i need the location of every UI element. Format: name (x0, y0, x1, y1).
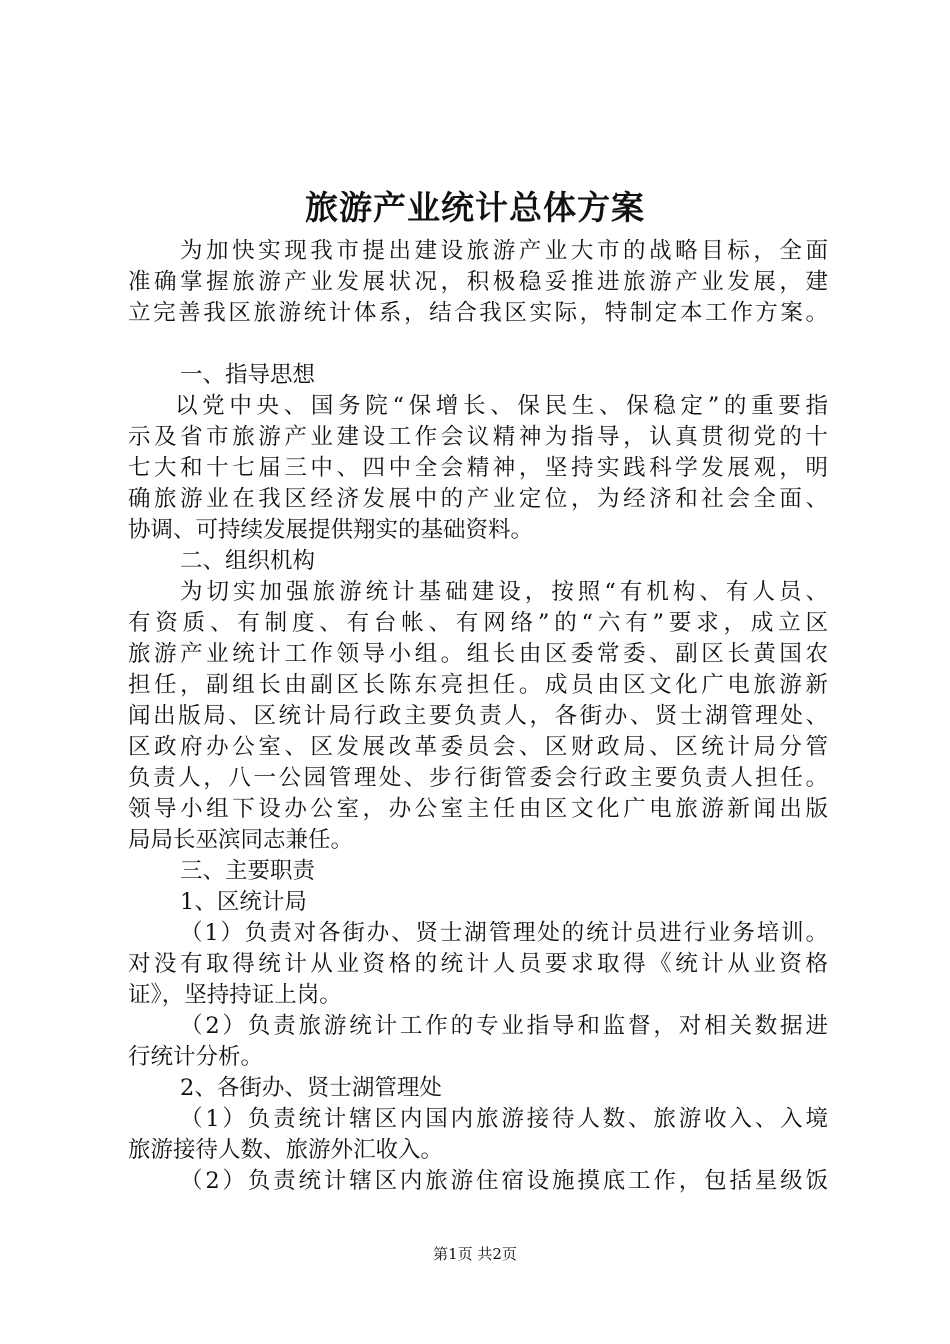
paragraph-line: 局局长巫滨同志兼任。 (128, 827, 354, 853)
paragraph-line: 以党中央、国务院“保增长、保民生、保稳定”的重要指 (175, 393, 828, 419)
page-footer: 第1页 共2页 (433, 1245, 517, 1263)
paragraph-line: 立完善我区旅游统计体系，结合我区实际，特制定本工作方案。 (128, 300, 828, 326)
paragraph-line: 担任，副组长由副区长陈东亮担任。成员由区文化广电旅游新 (128, 672, 828, 698)
paragraph-line: 闻出版局、区统计局行政主要负责人，各街办、贤士湖管理处、 (128, 703, 828, 729)
paragraph-line: 负责人，八一公园管理处、步行街管委会行政主要负责人担任。 (128, 765, 828, 791)
paragraph-line: 准确掌握旅游产业发展状况，积极稳妥推进旅游产业发展，建 (128, 269, 828, 295)
paragraph-line: 领导小组下设办公室，办公室主任由区文化广电旅游新闻出版 (128, 796, 828, 822)
subsection-heading: 1、区统计局 (180, 889, 307, 915)
paragraph-line: 为切实加强旅游统计基础建设，按照“有机构、有人员、 (180, 579, 828, 605)
paragraph-line: （1）负责对各街办、贤士湖管理处的统计员进行业务培训。 (180, 920, 828, 946)
paragraph-line: 确旅游业在我区经济发展中的产业定位，为经济和社会全面、 (128, 486, 828, 512)
section-heading: 一、指导思想 (180, 362, 316, 388)
document-body (128, 236, 828, 1197)
section-heading: 二、组织机构 (180, 548, 316, 574)
paragraph-line: 协调、可持续发展提供翔实的基础资料。 (128, 517, 534, 543)
paragraph-line: 七大和十七届三中、四中全会精神，坚持实践科学发展观，明 (128, 455, 828, 481)
paragraph-line: （2）负责统计辖区内旅游住宿设施摸底工作，包括星级饭 (180, 1168, 828, 1194)
paragraph-line: 证》，坚持持证上岗。 (128, 982, 342, 1008)
paragraph-line: （1）负责统计辖区内国内旅游接待人数、旅游收入、入境 (180, 1106, 828, 1132)
paragraph-line: 示及省市旅游产业建设工作会议精神为指导，认真贯彻党的十 (128, 424, 828, 450)
paragraph-line: 有资质、有制度、有台帐、有网络”的“六有”要求，成立区 (128, 610, 828, 636)
paragraph-line: 为加快实现我市提出建设旅游产业大市的战略目标，全面 (180, 238, 828, 264)
paragraph-line: 对没有取得统计从业资格的统计人员要求取得《统计从业资格 (128, 951, 828, 977)
subsection-heading: 2、各街办、贤士湖管理处 (180, 1075, 442, 1101)
paragraph-line: （2）负责旅游统计工作的专业指导和监督，对相关数据进 (180, 1013, 828, 1039)
paragraph-line: 旅游接待人数、旅游外汇收入。 (128, 1137, 444, 1163)
blank-line (128, 329, 828, 360)
paragraph-line: 行统计分析。 (128, 1044, 264, 1070)
document-title: 旅游产业统计总体方案 (305, 188, 645, 227)
paragraph-line: 区政府办公室、区发展改革委员会、区财政局、区统计局分管 (128, 734, 828, 760)
section-heading: 三、主要职责 (180, 858, 316, 884)
paragraph-line: 旅游产业统计工作领导小组。组长由区委常委、副区长黄国农 (128, 641, 828, 667)
